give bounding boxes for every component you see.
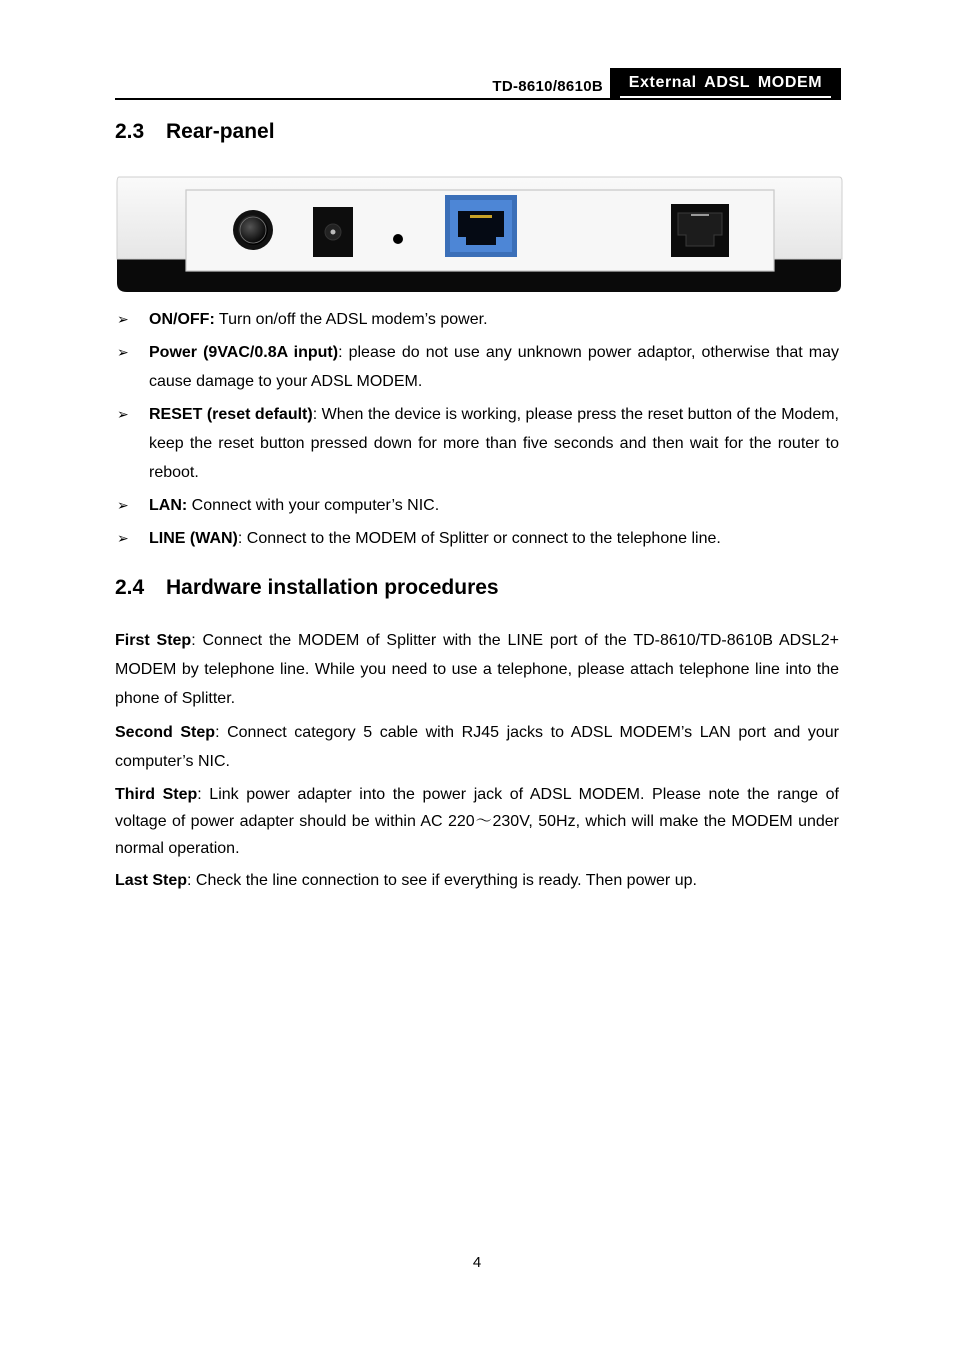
step-term: Third Step — [115, 786, 198, 803]
item-text: : Connect to the MODEM of Splitter or connect to the telephone line. — [237, 530, 721, 547]
list-item — [115, 338, 839, 396]
item-term: Power (9VAC/0.8A input) — [149, 344, 339, 361]
section-number: 2.3 — [115, 120, 145, 143]
item-term: LINE (WAN) — [149, 530, 238, 547]
section-heading-rear-panel — [115, 120, 275, 144]
header-product-badge: External ADSL MODEM — [610, 68, 841, 98]
step-paragraph — [115, 867, 839, 894]
item-term: ON/OFF: — [149, 311, 215, 328]
step-text: : Connect category 5 cable with RJ45 jacks to ADSL MODEM’s LAN port and your computer’s NIC. — [115, 724, 839, 770]
item-text: Turn on/off the ADSL modem’s power. — [214, 311, 488, 328]
step-term: Second Step — [115, 724, 216, 741]
line-port-icon — [671, 204, 729, 257]
list-item — [115, 305, 839, 334]
section-title: Rear-panel — [166, 120, 275, 143]
step-term: First Step — [115, 632, 192, 649]
step-paragraph — [115, 718, 839, 776]
bullet-arrow-icon: ➢ — [117, 406, 129, 422]
item-text: : please do not use any unknown power adaptor, otherwise that may cause damage to your ADSL MODEM. — [149, 344, 840, 390]
rear-panel-image — [115, 173, 843, 294]
bullet-arrow-icon: ➢ — [117, 530, 129, 546]
installation-steps — [115, 626, 839, 899]
item-term: RESET (reset default) — [149, 406, 313, 423]
step-paragraph — [115, 626, 839, 713]
header-model: TD-8610/8610B — [492, 78, 603, 95]
step-paragraph — [115, 781, 839, 862]
step-term: Last Step — [115, 872, 188, 889]
section-heading-hardware — [115, 576, 499, 600]
power-jack-icon — [313, 207, 353, 257]
step-text: : Link power adapter into the power jack of ADSL MODEM. Please note the range of voltage of power adapter should be within AC 220～230V, 50Hz, which will make the MODEM under normal operation. — [115, 786, 839, 857]
page-number: 4 — [472, 1254, 482, 1271]
item-term: LAN: — [149, 497, 188, 514]
item-text: : When the device is working, please press the reset button of the Modem, keep the reset button pressed down for more than five seconds and then wait for the router to reboot. — [149, 406, 840, 481]
list-item — [115, 491, 839, 520]
list-item — [115, 524, 839, 553]
list-item — [115, 400, 839, 487]
section-number: 2.4 — [115, 576, 145, 599]
bullet-arrow-icon: ➢ — [117, 497, 129, 513]
lan-port-icon — [445, 195, 517, 257]
power-button-icon — [233, 210, 273, 250]
step-text: : Connect the MODEM of Splitter with the LINE port of the TD-8610/TD-8610B ADSL2+ MODEM by telephone line. While you need to use a telephone, please attach telephone line into the phone of Splitter. — [115, 632, 839, 707]
section-title: Hardware installation procedures — [166, 576, 499, 599]
step-text: : Check the line connection to see if everything is ready. Then power up. — [187, 872, 697, 889]
bullet-arrow-icon: ➢ — [117, 344, 129, 360]
bullet-arrow-icon: ➢ — [117, 311, 129, 327]
reset-hole-icon — [393, 234, 403, 244]
rear-panel-list — [115, 305, 839, 557]
page-header — [115, 68, 841, 100]
item-text: Connect with your computer’s NIC. — [187, 497, 440, 514]
